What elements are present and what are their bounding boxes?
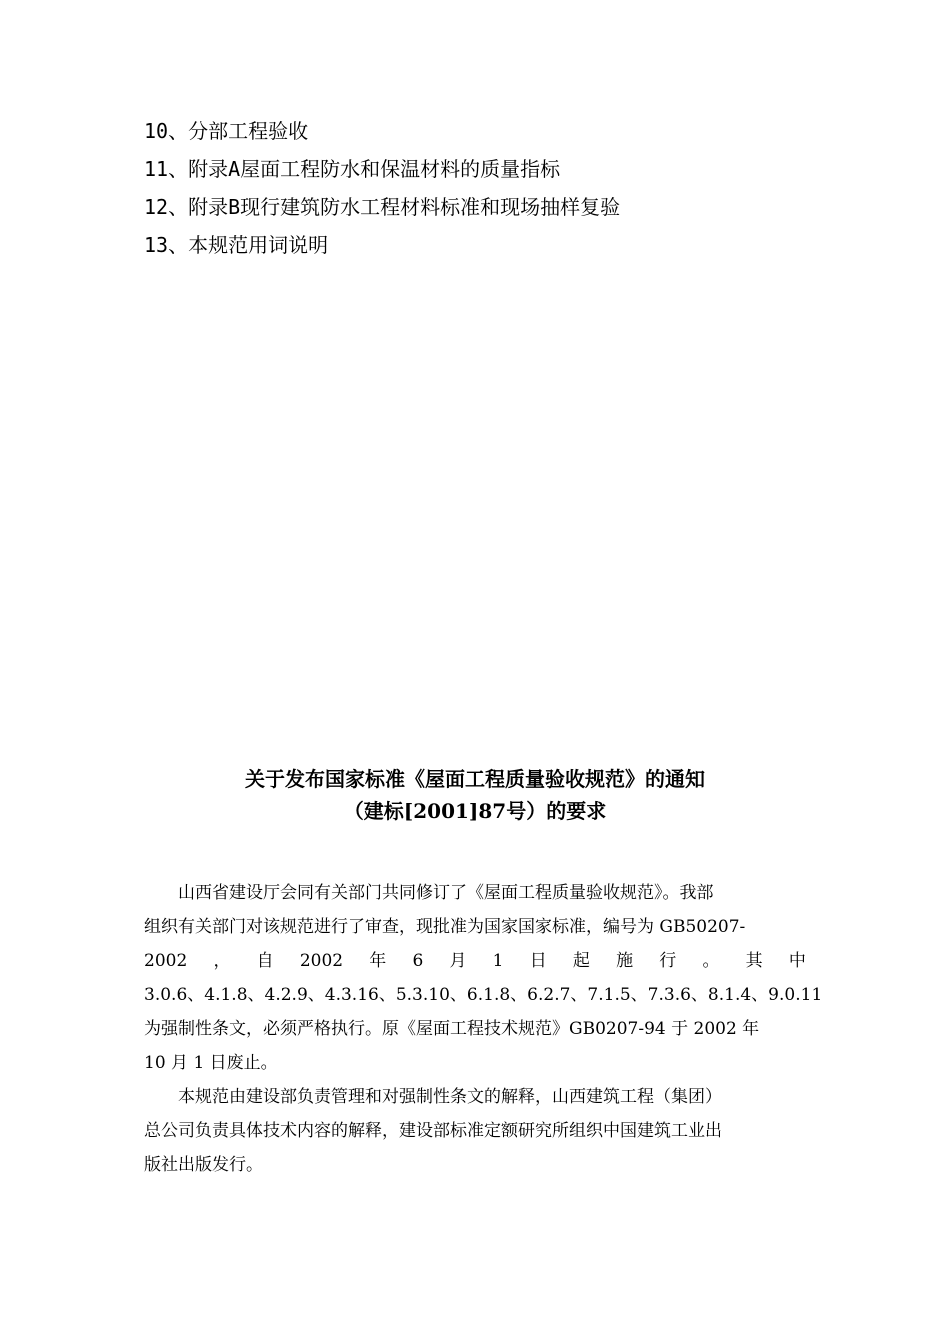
toc-item: 13、本规范用词说明	[144, 233, 329, 257]
paragraph-line: 山西省建设厅会同有关部门共同修订了《屋面工程质量验收规范》。我部	[178, 883, 714, 903]
paragraph-2	[144, 1080, 806, 1182]
paragraph-line: 3.0.6、4.1.8、4.2.9、4.3.16、5.3.10、6.1.8、6.2.7、7.1.5、7.3.6、8.1.4、9.0.11	[144, 985, 823, 1005]
word: 6	[412, 951, 424, 971]
paragraph-line: 本规范由建设部负责管理和对强制性条文的解释，山西建筑工程（集团）	[178, 1087, 722, 1107]
word: 施	[616, 951, 634, 971]
word: 1	[492, 951, 504, 971]
word: 2002	[299, 951, 344, 971]
word: 2002	[144, 951, 188, 971]
paragraph-line: 为强制性条文，必须严格执行。原《屋面工程技术规范》GB0207-94 于 2002 年	[144, 1019, 760, 1039]
paragraph-line: 组织有关部门对该规范进行了审查，现批准为国家国家标准，编号为 GB50207-	[144, 917, 746, 937]
word: ，	[213, 951, 231, 971]
notice-title-line1: 关于发布国家标准《屋面工程质量验收规范》的通知	[245, 767, 705, 791]
word: 月	[449, 951, 467, 971]
word: 其	[745, 951, 763, 971]
word: 日	[529, 951, 547, 971]
paragraph-line: 10 月 1 日废止。	[144, 1053, 278, 1073]
word: 行	[659, 951, 677, 971]
word: 中	[788, 951, 806, 971]
paragraph-line: 总公司负责具体技术内容的解释，建设部标准定额研究所组织中国建筑工业出	[144, 1121, 722, 1141]
notice-title	[144, 763, 806, 827]
paragraph-line: 版社出版发行。	[144, 1155, 263, 1175]
paragraph-line-justified	[144, 944, 806, 978]
paragraph-1	[144, 876, 823, 1080]
toc-item: 12、附录B现行建筑防水工程材料标准和现场抽样复验	[144, 195, 621, 219]
word: 。	[702, 951, 720, 971]
toc-item: 10、分部工程验收	[144, 119, 309, 143]
word: 起	[572, 951, 590, 971]
word: 年	[369, 951, 387, 971]
notice-title-line2: （建标[2001]87号）的要求	[343, 799, 607, 823]
word: 自	[256, 951, 274, 971]
toc-item: 11、附录A屋面工程防水和保温材料的质量指标	[144, 157, 561, 181]
table-of-contents	[144, 112, 824, 264]
notice-body	[144, 876, 823, 1182]
